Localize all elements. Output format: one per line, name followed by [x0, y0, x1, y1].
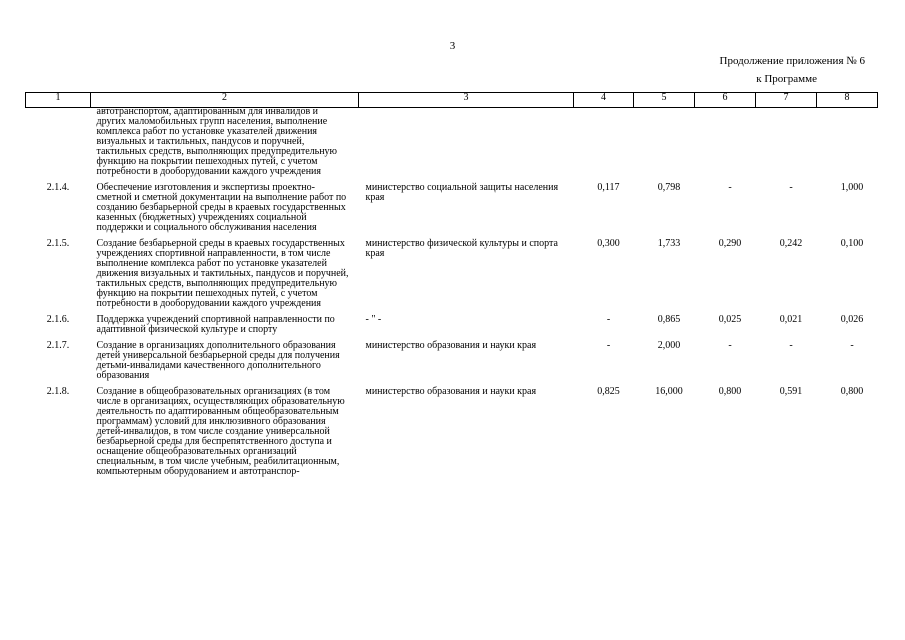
table-row: [26, 233, 878, 309]
row-value: 0,865: [657, 314, 681, 325]
table-row: [26, 309, 878, 335]
row-description: Создание в организациях дополнительного образования детей универсальной безбарьерной среды для получения детьми-инвалидами качественного дополнительного образования: [96, 340, 340, 381]
continuation-title: Продолжение приложения № 6: [719, 55, 865, 67]
table-row: [26, 335, 878, 381]
continuation-subtitle: к Программе: [756, 73, 817, 85]
row-value: 0,290: [718, 238, 742, 249]
row-description: Поддержка учреждений спортивной направленности по адаптивной физической культуре и спорту: [96, 314, 335, 335]
row-value: 0,825: [597, 386, 620, 397]
row-value: 0,117: [597, 182, 620, 193]
column-header: 7: [756, 93, 817, 108]
column-header: 3: [359, 93, 574, 108]
row-value: -: [850, 340, 854, 351]
row-description: автотранспортом, адаптированным для инвалидов и других маломобильных групп населения, выполнение комплекса работ по установке указателей движения визуальных и тактильных, пандусов и поручней, тактильных средств, выполняющих предупредительную функцию на покрытии пешеходных путей, с учетом потребности в дооборудовании каждого учреждения: [96, 106, 338, 177]
row-description: Создание безбарьерной среды в краевых государственных учреждениях спортивной направленности, в том числе выполнение комплекса работ по установке указателей движения визуальных и тактильных, пандусов и поручней, тактильных средств, выполняющих предупредительную функцию на покрытии пешеходных путей, с учетом потребности в дооборудовании каждого учреждения: [96, 238, 349, 309]
row-code: 2.1.4.: [46, 182, 70, 193]
row-executor: - " -: [365, 314, 382, 325]
table-row: [26, 108, 878, 178]
row-code: 2.1.7.: [46, 340, 70, 351]
column-header: 2: [91, 93, 359, 108]
row-value: 0,025: [718, 314, 742, 325]
column-header: 5: [634, 93, 695, 108]
row-value: 0,800: [840, 386, 864, 397]
table-row: [26, 381, 878, 477]
row-value: -: [606, 314, 611, 325]
row-value: -: [606, 340, 611, 351]
row-value: 0,798: [657, 182, 681, 193]
row-value: 16,000: [655, 386, 683, 397]
row-value: 1,000: [840, 182, 864, 193]
row-value: 0,591: [779, 386, 803, 397]
row-code: 2.1.8.: [46, 386, 70, 397]
row-value: 0,026: [840, 314, 864, 325]
row-value: -: [728, 340, 732, 351]
row-value: 0,100: [840, 238, 864, 249]
page-number: 3: [449, 40, 456, 52]
row-value: 2,000: [657, 340, 681, 351]
row-value: 0,300: [597, 238, 620, 249]
row-value: -: [728, 182, 732, 193]
row-value: 1,733: [657, 238, 681, 249]
row-executor: министерство социальной защиты населения края: [365, 182, 559, 203]
column-header: 6: [695, 93, 756, 108]
row-description: Создание в общеобразовательных организациях (в том числе в организациях, осуществляющих образовательную деятельность по адаптированным общеобразовательным программам) условий для инклюзивного образования детей-инвалидов, в том числе создание универсальной безбарьерной среды для беспрепятственного доступа и оснащение общеобразовательных организаций специальным, в том числе учебным, реабилитационным, компьютерным оборудованием и автотранспор-: [96, 386, 345, 477]
row-executor: министерство образования и науки края: [365, 340, 537, 351]
row-value: 0,800: [718, 386, 742, 397]
row-description: Обеспечение изготовления и экспертизы проектно-сметной и сметной документации на выполнение работ по созданию безбарьерной среды в краевых государственных казенных (бюджетных) учреждениях социальной поддержки и социального обслуживания населения: [96, 182, 347, 233]
row-value: 0,021: [779, 314, 803, 325]
row-code: 2.1.6.: [46, 314, 70, 325]
row-value: -: [789, 182, 793, 193]
row-value: -: [789, 340, 793, 351]
column-header: 4: [574, 93, 634, 108]
row-value: 0,242: [779, 238, 803, 249]
row-code: 2.1.5.: [46, 238, 70, 249]
column-header: 1: [26, 93, 91, 108]
row-executor: министерство образования и науки края: [365, 386, 537, 397]
column-header: 8: [817, 93, 878, 108]
table-row: [26, 177, 878, 233]
program-table: [25, 92, 878, 477]
row-executor: министерство физической культуры и спорта края: [365, 238, 558, 259]
